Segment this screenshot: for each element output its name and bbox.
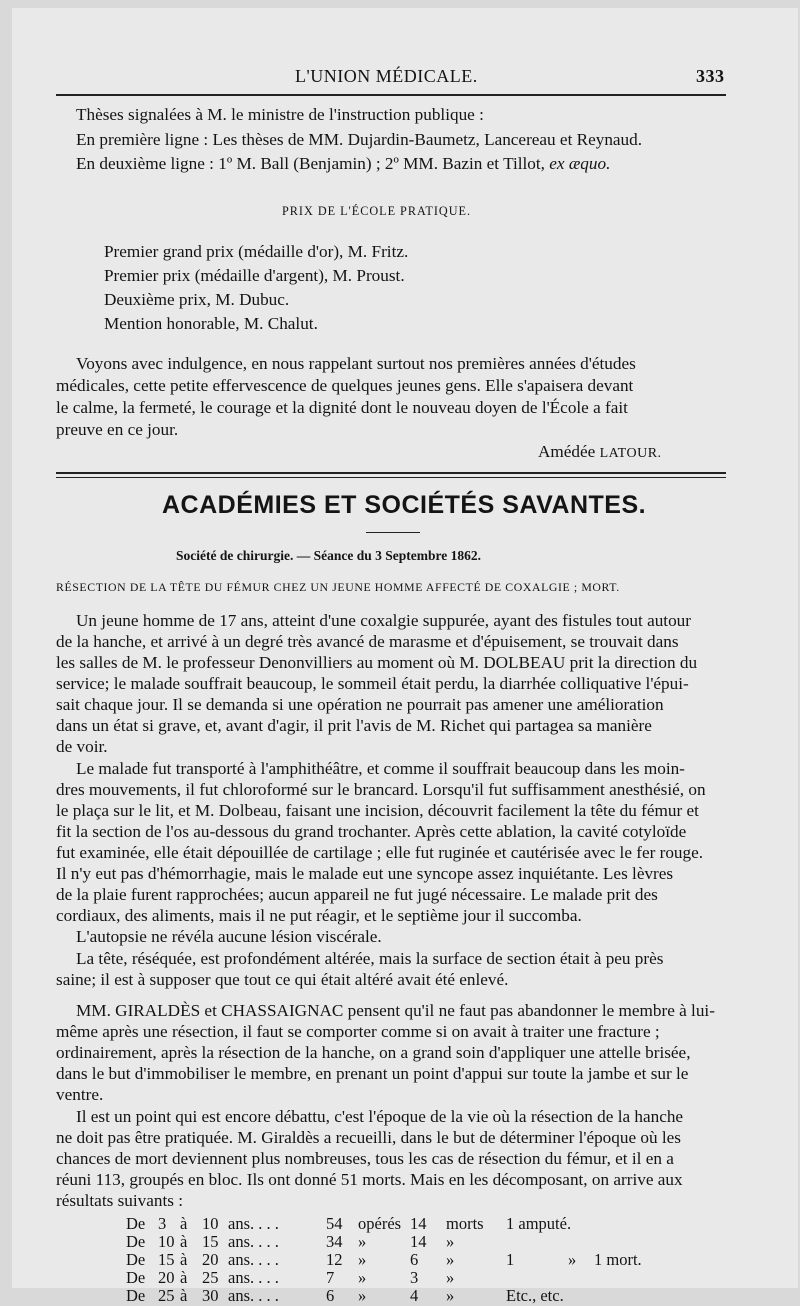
stats-cell: 1 amputé. [506,1214,572,1233]
prize-item: Mention honorable, M. Chalut. [104,314,318,333]
theses-ex-aequo: ex æquo. [549,154,611,173]
page-number: 333 [696,66,725,86]
stats-cell: 14 [410,1232,427,1251]
stats-cell: » [446,1250,455,1269]
theses-second-text: En deuxième ligne : 1º M. Ball (Benjamin) ; 2º MM. Bazin et Tillot, [76,154,545,173]
body-line: ordinairement, après la résection de la hanche, on a grand soin d'appliquer une attelle brisée, [56,1043,691,1062]
stats-cell: à [180,1250,188,1269]
stats-cell: » [358,1232,367,1251]
stats-cell: 25 [202,1268,219,1287]
header-rule [56,94,726,96]
stats-cell: » [358,1250,367,1269]
article-heading: RÉSECTION DE LA TÊTE DU FÉMUR CHEZ UN JEUNE HOMME AFFECTÉ DE COXALGIE ; MORT. [56,580,620,594]
closing-line: le calme, la fermeté, le courage et la dignité dont le nouveau doyen de l'École a fait [56,398,628,417]
stats-cell: à [180,1214,188,1233]
stats-cell: » [358,1286,367,1305]
stats-cell: 3 [410,1268,419,1287]
stats-cell: » [568,1250,577,1269]
body-line: de voir. [56,737,108,756]
journal-page [12,8,798,1305]
stats-cell: 1 [506,1250,515,1269]
body-line: Le malade fut transporté à l'amphithéâtre, et comme il souffrait beaucoup dans les moin- [76,759,685,778]
prize-item: Premier prix (médaille d'argent), M. Proust. [104,266,405,285]
stats-cell: 34 [326,1232,343,1251]
stats-cell: opérés [358,1214,402,1233]
body-line: fut examinée, elle était dépouillée de cartilage ; elle fut ruginée et cautérisée avec le fer rouge. [56,843,704,862]
stats-cell: à [180,1232,188,1251]
stats-cell: ans. . . . [228,1250,279,1269]
section-title: ACADÉMIES ET SOCIÉTÉS SAVANTES. [162,491,647,519]
stats-cell: 12 [326,1250,343,1269]
prizes-heading: PRIX DE L'ÉCOLE PRATIQUE. [282,204,472,218]
signature-last-name: LATOUR. [599,446,662,461]
body-line: dans un état si grave, et, avant d'agir, il prit l'avis de M. Richet qui partagea sa manière [56,716,652,735]
stats-cell: 10 [158,1232,175,1251]
stats-cell: Etc., etc. [506,1286,564,1305]
closing-line: preuve en ce jour. [56,420,179,439]
stats-cell: 6 [410,1250,419,1269]
body-line: sait chaque jour. Il se demanda si une opération ne pourrait pas amener une amélioration [56,695,664,714]
stats-cell: 54 [326,1214,343,1233]
stats-cell: 7 [326,1268,335,1287]
body-line: fit la section de l'os au-dessous du grand trochanter. Après cette ablation, la cavité cotyloïde [56,822,687,841]
body-line: le plaça sur le lit, et M. Dolbeau, faisant une incision, découvrit facilement la tête du fémur et [56,801,699,820]
body-line: de la plaie furent rapprochées; aucun appareil ne fut jugé nécessaire. Le malade prit des [56,885,658,904]
body-line: dans le but d'immobiliser le membre, en prenant un point d'appui sur toute la jambe et sur le [56,1064,689,1083]
title-dash [366,532,420,533]
body-line: les salles de M. le professeur Denonvilliers au moment où M. DOLBEAU prit la direction du [56,653,698,672]
stats-cell: De [126,1232,146,1251]
stats-cell: 15 [202,1232,219,1251]
body-line: service; le malade souffrait beaucoup, le sommeil était perdu, la diarrhée colliquative l'épui- [56,674,689,693]
body-line: même après une résection, il faut se comporter comme si on avait à traiter une fracture ; [56,1022,660,1041]
stats-cell: De [126,1214,146,1233]
stats-cell: » [446,1268,455,1287]
stats-cell: 20 [158,1268,175,1287]
prize-item: Premier grand prix (médaille d'or), M. Fritz. [104,242,409,261]
signature [538,442,662,464]
stats-cell: ans. . . . [228,1214,279,1233]
body-line: chances de mort deviennent plus nombreuses, tous les cas de résection du fémur, et il en a [56,1149,674,1168]
body-line: Il n'y eut pas d'hémorrhagie, mais le malade eut une syncope assez inquiétante. Les lèvres [56,864,674,883]
body-line: cordiaux, des aliments, mais il ne put réagir, et le septième jour il succomba. [56,906,582,925]
body-line: Un jeune homme de 17 ans, atteint d'une coxalgie suppurée, ayant des fistules tout autour [76,611,691,630]
section-rule-top [56,472,726,474]
theses-intro: Thèses signalées à M. le ministre de l'instruction publique : [76,105,484,124]
body-line: réuni 113, groupés en bloc. Ils ont donné 51 morts. Mais en les décomposant, on arrive aux [56,1170,683,1189]
theses-second-line [76,154,610,174]
stats-cell: De [126,1250,146,1269]
body-line: dres mouvements, il fut chloroformé sur le brancard. Lorsqu'il fut suffisamment anesthésié, on [56,780,706,799]
signature-first-name: Amédée [538,442,596,461]
stats-cell: 20 [202,1250,219,1269]
stats-cell: ans. . . . [228,1268,279,1287]
stats-cell: 25 [158,1286,175,1305]
body-line: ventre. [56,1085,104,1104]
body-line: La tête, réséquée, est profondément altérée, mais la surface de section était à peu près [76,949,664,968]
society-session: Société de chirurgie. — Séance du 3 Septembre 1862. [176,548,481,563]
stats-cell: 1 mort. [594,1250,642,1269]
stats-cell: ans. . . . [228,1286,279,1305]
stats-cell: De [126,1268,146,1287]
stats-cell: morts [446,1214,484,1233]
stats-cell: 6 [326,1286,335,1305]
body-line: Il est un point qui est encore débattu, c'est l'époque de la vie où la résection de la hanche [76,1107,684,1126]
theses-first-line: En première ligne : Les thèses de MM. Dujardin-Baumetz, Lancereau et Reynaud. [76,130,643,149]
prize-item: Deuxième prix, M. Dubuc. [104,290,290,309]
body-line: de la hanche, et arrivé à un degré très avancé de marasme et d'épuisement, se trouvait dans [56,632,679,651]
body-line: MM. GIRALDÈS et CHASSAIGNAC pensent qu'il ne faut pas abandonner le membre à lui- [76,1001,715,1020]
stats-cell: 10 [202,1214,219,1233]
body-line: ne doit pas être pratiquée. M. Giraldès a recueilli, dans le but de déterminer l'époque où les [56,1128,681,1147]
stats-cell: » [446,1232,455,1251]
section-rule-bottom [56,477,726,478]
stats-cell: 4 [410,1286,419,1305]
body-line: L'autopsie ne révéla aucune lésion viscérale. [76,927,382,946]
closing-line: médicales, cette petite effervescence de quelques jeunes gens. Elle s'apaisera devant [56,376,634,395]
stats-cell: » [446,1286,455,1305]
stats-cell: à [180,1268,188,1287]
stats-cell: ans. . . . [228,1232,279,1251]
stats-cell: à [180,1286,188,1305]
stats-cell: De [126,1286,146,1305]
running-header: L'UNION MÉDICALE. [295,66,478,86]
stats-cell: 30 [202,1286,219,1305]
body-line: saine; il est à supposer que tout ce qui était altéré avait été enlevé. [56,970,509,989]
stats-cell: 14 [410,1214,427,1233]
stats-cell: 3 [158,1214,167,1233]
body-line: résultats suivants : [56,1191,183,1210]
stats-cell: » [358,1268,367,1287]
closing-line: Voyons avec indulgence, en nous rappelant surtout nos premières années d'études [76,354,636,373]
stats-cell: 15 [158,1250,175,1269]
